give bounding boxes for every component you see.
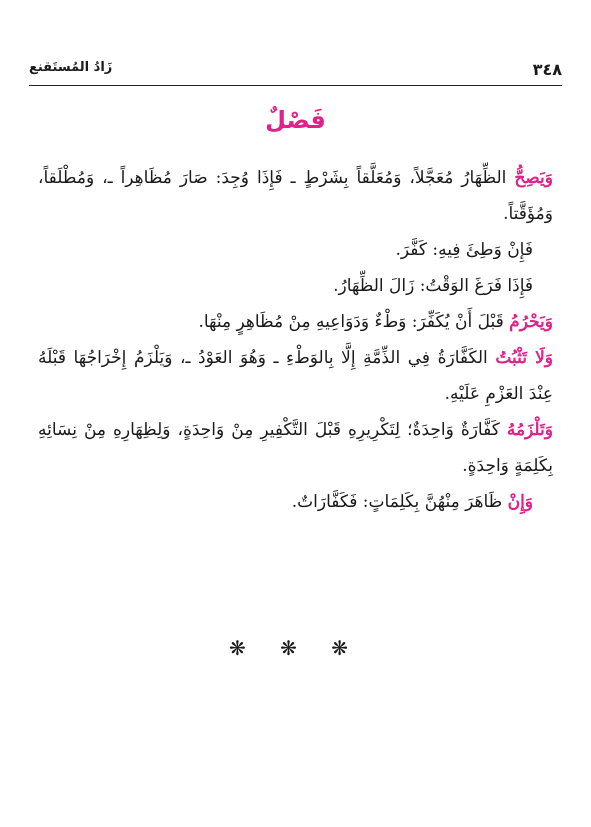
keyword: وَيَحْرُمُ bbox=[509, 312, 553, 332]
page-number: ٣٤٨ bbox=[532, 60, 562, 79]
paragraph-text: الكَفَّارَةُ فِي الذِّمَّةِ إِلَّا بِالوَطْءِ ـ وَهُوَ العَوْدُ ـ، وَيَلْزَمُ إِخْرَاجُهَا قَبْلَهُ عِنْدَ العَزْمِ عَلَيْهِ. bbox=[38, 348, 553, 404]
running-title: زَادُ المُستَقنع bbox=[29, 60, 113, 75]
paragraph-text: الظِّهَارُ مُعَجَّلاً، وَمُعَلَّقاً بِشَرْطٍ ـ فَإِذَا وُجِدَ: صَارَ مُظَاهِراً ـ، وَمُطْلَقاً، وَمُؤَقَّتاً. bbox=[38, 168, 553, 224]
paragraph-7 bbox=[38, 484, 553, 520]
keyword: وَلَا تَثْبُتُ bbox=[495, 348, 553, 368]
keyword: وَإِنْ bbox=[507, 492, 533, 512]
paragraph-text: قَبْلَ أَنْ يُكَفِّرَ: وَطْءٌ وَدَوَاعِيهِ مِنْ مُظَاهِرٍ مِنْهَا. bbox=[198, 312, 510, 332]
paragraph-4 bbox=[38, 304, 553, 340]
keyword: وَتَلْزَمُهُ bbox=[506, 420, 553, 440]
paragraph-text: كَفَّارَةٌ وَاحِدَةٌ؛ لِتَكْرِيرِهِ قَبْلَ التَّكْفِيرِ مِنْ وَاحِدَةٍ، وَلِظِهَارِهِ مِنْ نِسَائِهِ بِكَلِمَةٍ وَاحِدَةٍ. bbox=[38, 420, 553, 476]
paragraph-2 bbox=[38, 232, 553, 268]
body-text bbox=[38, 160, 553, 520]
paragraph-6 bbox=[38, 412, 553, 484]
paragraph-3 bbox=[38, 268, 553, 304]
header-divider bbox=[29, 85, 562, 86]
section-title: فَصْلٌ bbox=[265, 106, 326, 134]
paragraph-1 bbox=[38, 160, 553, 232]
paragraph-5 bbox=[38, 340, 553, 412]
paragraph-text: ظَاهَرَ مِنْهُنَّ بِكَلِمَاتٍ: فَكَفَّارَاتٌ. bbox=[291, 492, 508, 512]
keyword: وَيَصِحُّ bbox=[514, 168, 553, 188]
section-separator: ❋ ❋ ❋ bbox=[229, 636, 362, 660]
paragraph-text: فَإِنْ وَطِئَ فِيهِ: كَفَّرَ. bbox=[395, 240, 533, 260]
paragraph-text: فَإِذَا فَرَغَ الوَقْتُ: زَالَ الظِّهَارُ. bbox=[333, 276, 533, 296]
page-header bbox=[29, 58, 562, 82]
